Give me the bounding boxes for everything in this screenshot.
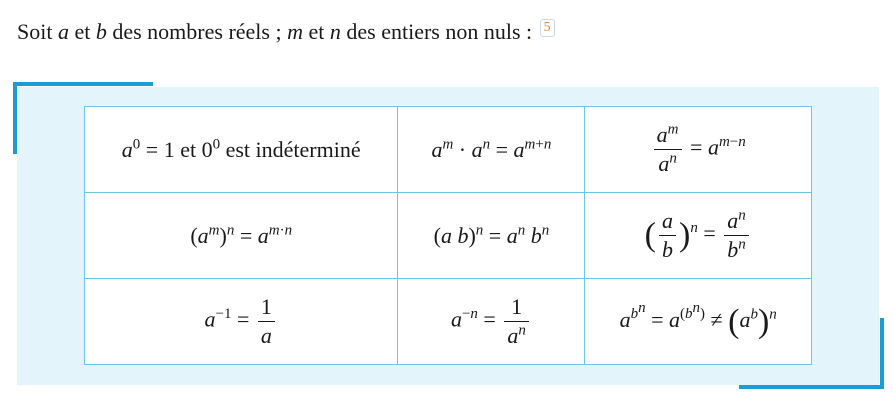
fraction: $\frac{a^m}{a^n}$ [654,121,682,178]
footnote-reference[interactable]: 5 [540,19,555,37]
variable-n: n [329,19,341,44]
intro-suffix: des entiers non nuls : [346,19,533,44]
formula-power-of-quotient: ( $\frac{a}{b}$ )$^n$ = $\frac{a^n}{b^n}$ [585,193,812,279]
formula-negative-exponent: $a^{-n}$ = $\frac{1}{a^n}$ [398,279,585,365]
variable-m: m [287,19,303,44]
intro-middle: des nombres réels ; [112,19,282,44]
table-row [85,193,812,279]
formula-tower-exponent: $a^{b^n} = a^{(b^n)} \ne (a^b)^n$ [585,279,812,365]
formula-power-of-power: $(a^m)^n = a^{m\cdot n}$ [85,193,398,279]
formula-negative-one-exponent: $a^{-1}$ = $\frac{1}{a}$ [85,279,398,365]
intro-prefix: Soit [17,19,53,44]
formula-zero-exponent: $a^0 = 1$ et $0^0$ est indéterminé [85,107,398,193]
table-row [85,107,812,193]
indeterminate-text: est indéterminé [225,136,361,162]
fraction: $\frac{1}{a^n}$ [504,293,529,350]
fraction: $\frac{1}{a}$ [258,293,275,350]
exponent-properties-table [84,106,812,365]
intro-and-2: et [308,19,325,44]
intro-and-1: et [74,19,91,44]
formula-quotient-same-base: $\frac{a^m}{a^n}$ = $a^{m-n}$ [585,107,812,193]
frame-corner-bottom-right [739,385,884,389]
frame-corner-bottom-right-vertical [880,318,884,389]
formula-product-same-base: $a^m \cdot a^n = a^{m+n}$ [398,107,585,193]
fraction: $\frac{a^n}{b^n}$ [724,207,749,264]
frame-corner-top-left [13,82,153,86]
variable-b: b [95,19,107,44]
formula-power-of-product: (a $b)^n = a^n$ $b^n$ [398,193,585,279]
conjunction-text: et [180,136,197,162]
variable-a: a [57,19,69,44]
intro-sentence [17,18,555,46]
frame-corner-top-left-vertical [13,82,17,154]
fraction: $\frac{a}{b}$ [659,207,676,264]
table-row [85,279,812,365]
